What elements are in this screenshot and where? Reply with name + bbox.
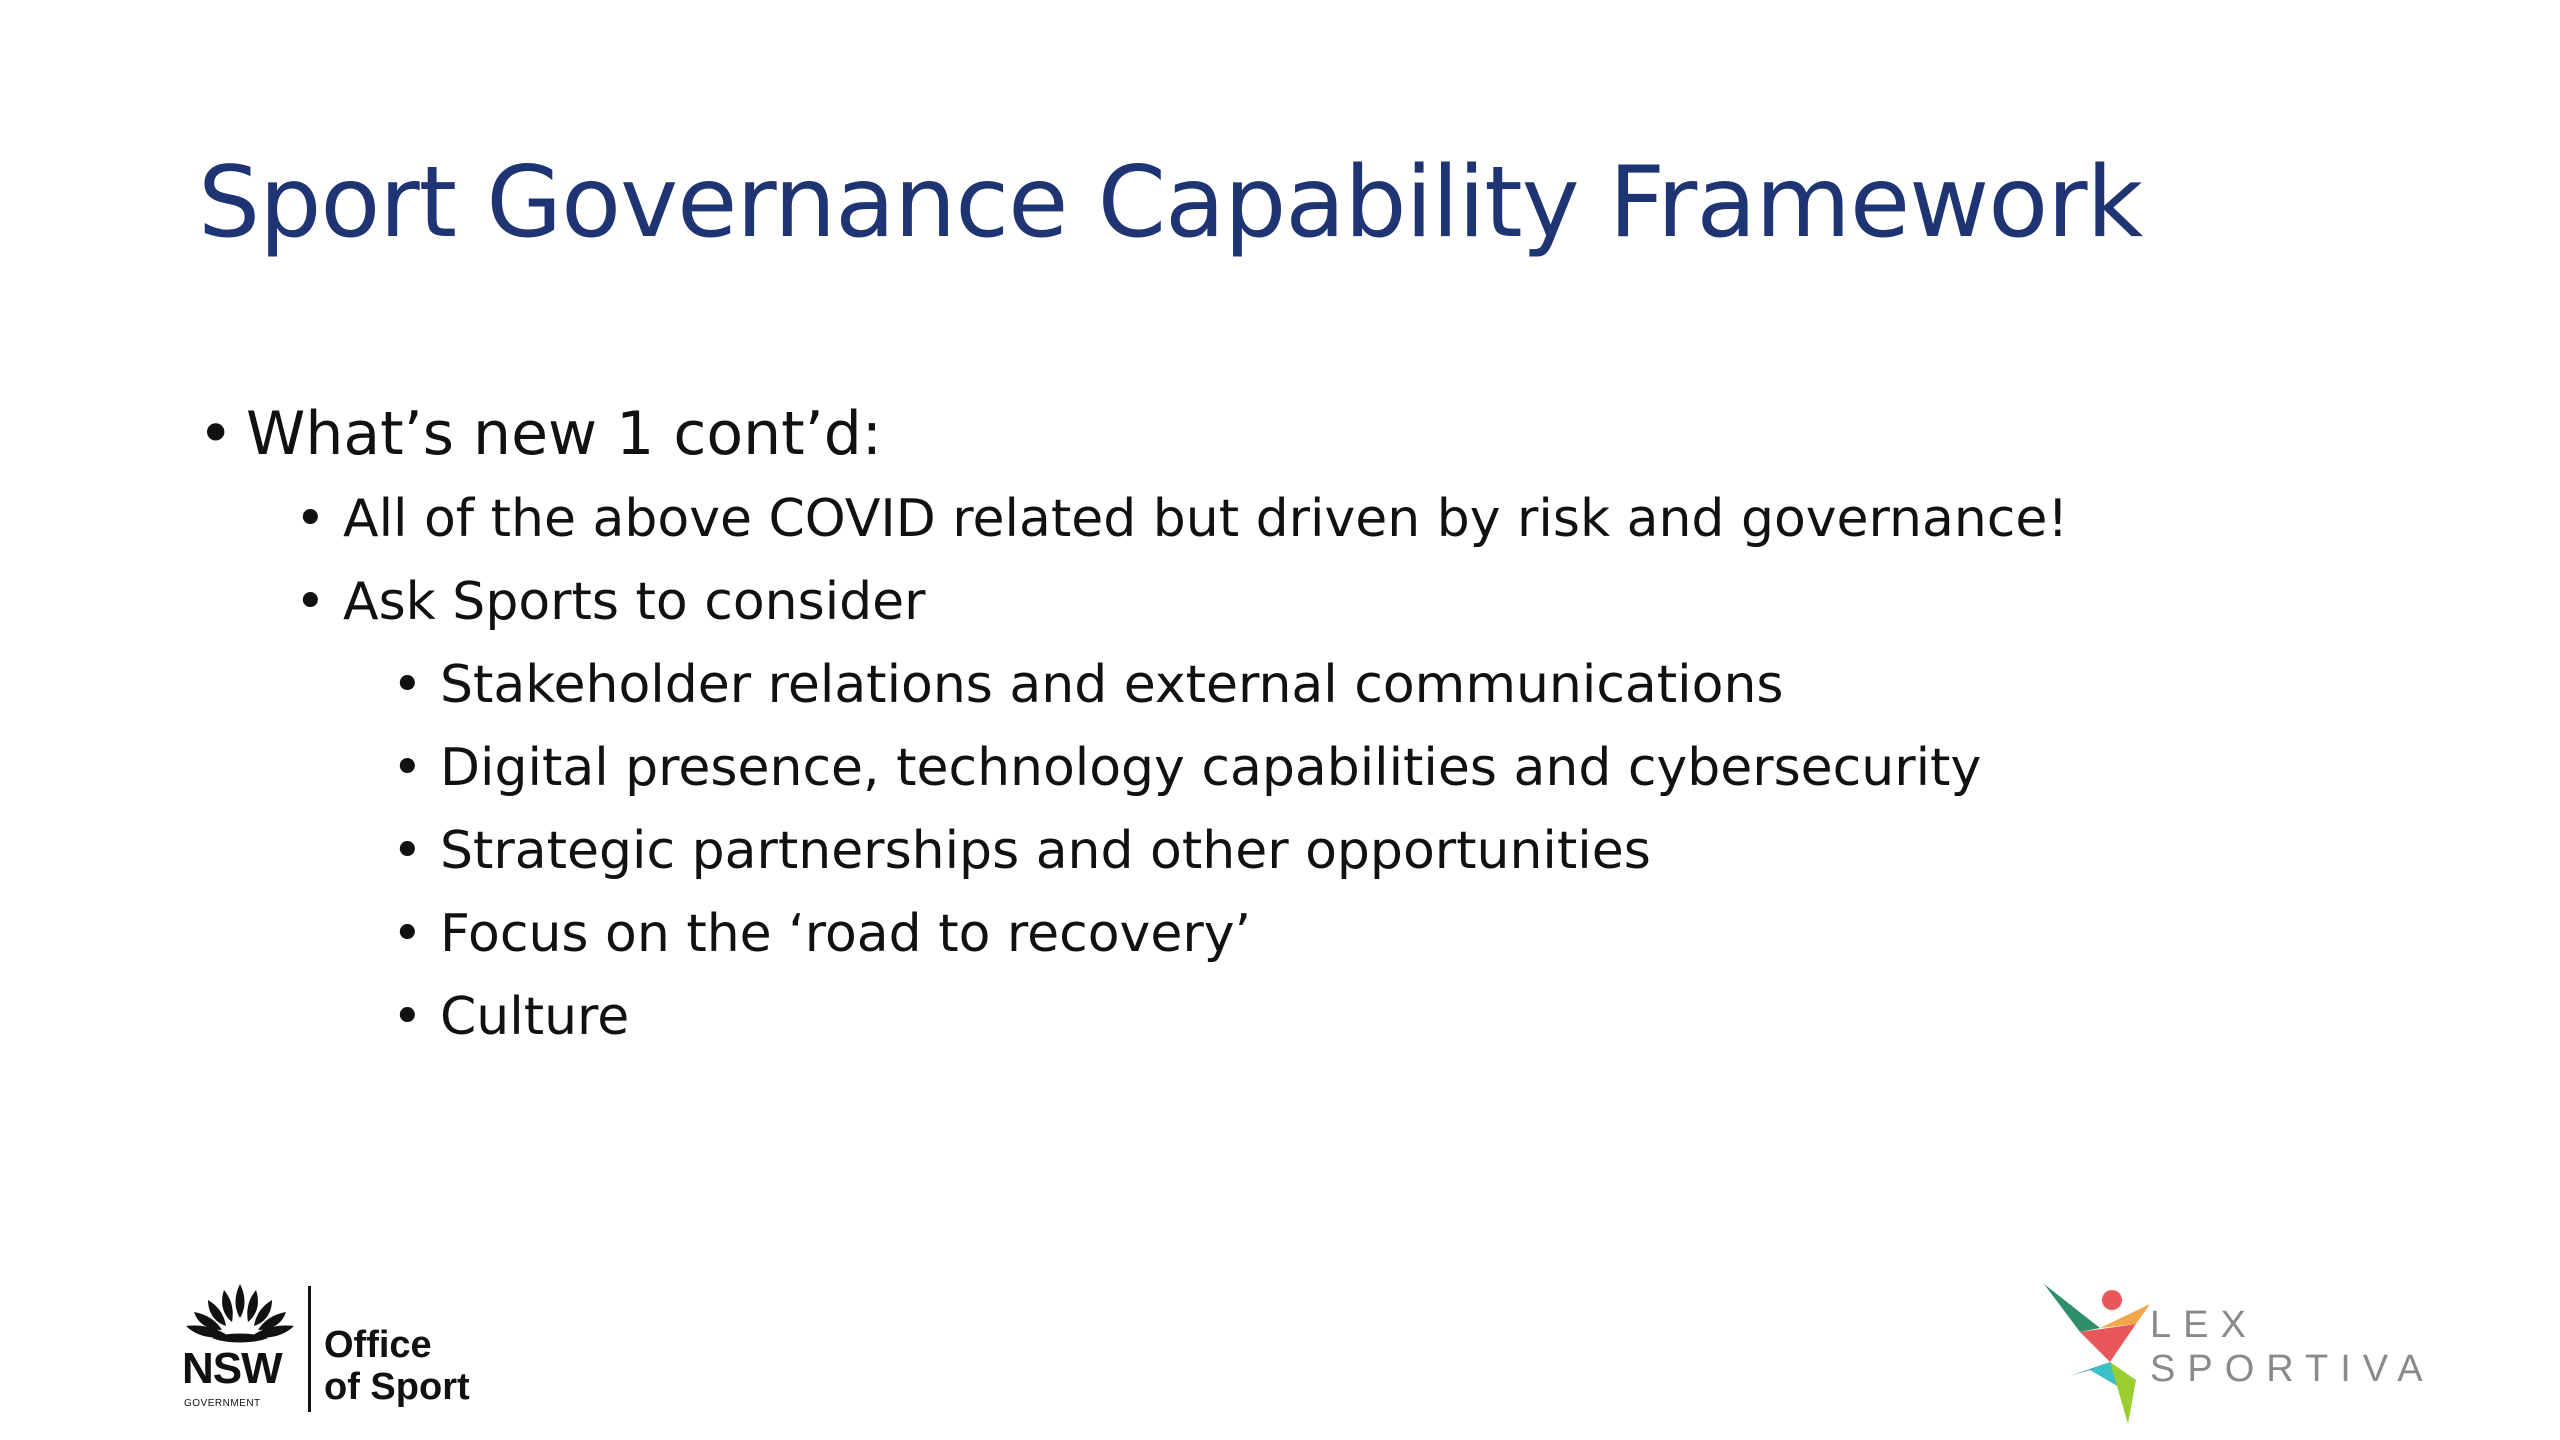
bullet-text: All of the above COVID related but driven by risk and governance! [343,489,2069,549]
slide-title: Sport Governance Capability Framework [198,146,2143,260]
bullet-item [295,478,2068,561]
bullet-glyph: • [295,572,326,632]
bullet-item [392,644,2068,727]
of-sport-label: of Sport [324,1366,470,1408]
bullet-text: Focus on the ‘road to recovery’ [440,904,1252,964]
bullet-item [198,390,2068,478]
lex-sportiva-logo [2040,1270,2440,1430]
bullet-text: Ask Sports to consider [343,572,926,632]
bullet-glyph: • [392,987,423,1047]
sportiva-label: SPORTIVA [2150,1348,2435,1390]
nsw-office-of-sport-logo [182,1282,502,1418]
bullet-item [392,727,2068,810]
bullet-list [198,390,2068,1059]
lex-label: LEX [2150,1304,2258,1346]
bullet-text: Digital presence, technology capabilities and cybersecurity [440,738,1982,798]
bullet-glyph: • [295,489,326,549]
nsw-mark: NSW [182,1344,282,1393]
office-label: Office [324,1324,432,1366]
bullet-item [392,976,2068,1059]
bullet-glyph: • [392,821,423,881]
bullet-text: Culture [440,987,630,1047]
bullet-item [295,561,2068,644]
nsw-government-label: GOVERNMENT [184,1398,261,1409]
logo-divider [308,1286,311,1412]
bullet-item [392,810,2068,893]
bullet-glyph: • [392,655,423,715]
bullet-text: Stakeholder relations and external communications [440,655,1784,715]
bullet-glyph: • [392,904,423,964]
bullet-glyph: • [198,399,234,469]
waratah-icon [182,1282,298,1346]
bullet-glyph: • [392,738,423,798]
bullet-text: Strategic partnerships and other opportunities [440,821,1651,881]
bullet-item [392,893,2068,976]
bullet-text: What’s new 1 cont’d: [246,399,883,469]
